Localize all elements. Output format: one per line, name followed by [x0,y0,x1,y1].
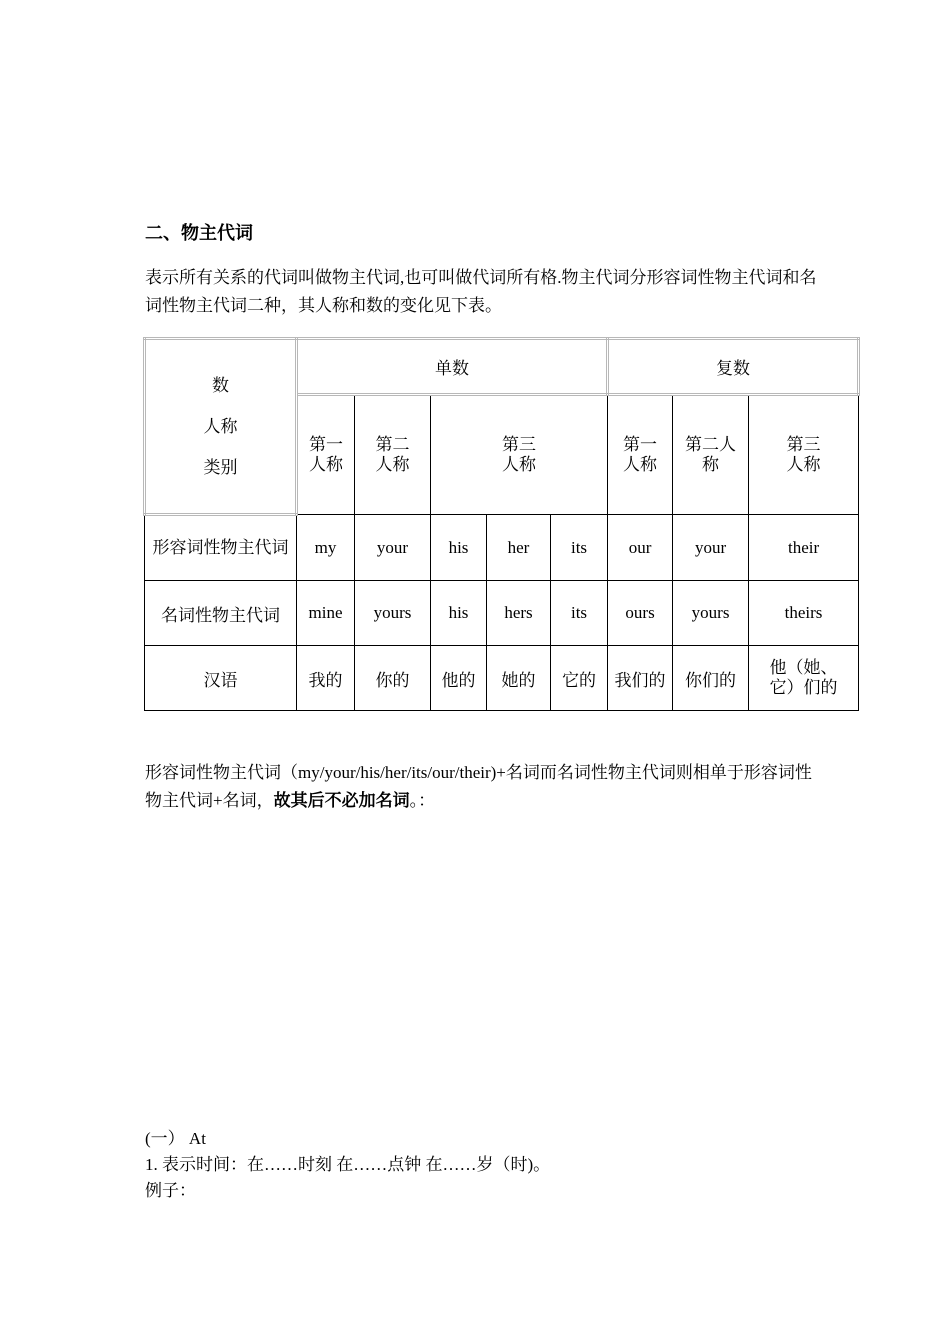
singular-third-person: 第三 人称 [431,395,608,515]
table-cell: his [431,581,487,646]
row-label: 形容词性物主代词 [145,515,297,581]
table-cell: 他的 [431,646,487,711]
corner-cell [145,339,297,515]
plural-first-person: 第一 人称 [608,395,673,515]
table-cell: its [551,581,608,646]
table-cell: ours [608,581,673,646]
note-end: 。： [409,791,436,810]
singular-first-person: 第一 人称 [297,395,355,515]
singular-header: 单数 [297,339,608,395]
table-cell: its [551,515,608,581]
table-cell: 你的 [355,646,431,711]
table-cell: 它的 [551,646,608,711]
table-cell: 我们的 [608,646,673,711]
header-row-number [145,339,859,395]
section-heading: 二、物主代词 [145,223,253,244]
table-cell: 她的 [487,646,551,711]
table-cell: their [749,515,859,581]
table-cell: mine [297,581,355,646]
note-emphasis: 故其后不必加名词 [273,791,410,810]
at-example-label: 例子： [145,1181,196,1200]
table-cell: our [608,515,673,581]
table-cell: hers [487,581,551,646]
table-cell: theirs [749,581,859,646]
table-cell: your [355,515,431,581]
at-item-1: 1. 表示时间：在……时刻 在……点钟 在……岁（时)。 [145,1155,551,1174]
table-cell: your [673,515,749,581]
row-label: 名词性物主代词 [145,581,297,646]
table-cell: my [297,515,355,581]
at-title: (一） At [145,1129,206,1148]
table-cell: yours [673,581,749,646]
table-cell: her [487,515,551,581]
intro-paragraph: 表示所有关系的代词叫做物主代词,也可叫做代词所有格.物主代词分形容词性物主代词和名词性物主代词二种，其人称和数的变化见下表。 [145,268,817,315]
table-row [145,515,859,581]
row-label: 汉语 [145,646,297,711]
corner-number: 数 [212,376,229,395]
corner-person: 人称 [203,417,238,436]
table-cell: 你们的 [673,646,749,711]
corner-category: 类别 [203,458,238,477]
note-paragraph [145,759,825,815]
table-cell: yours [355,581,431,646]
plural-third-person: 第三 人称 [749,395,859,515]
table-row [145,646,859,711]
plural-second-person: 第二人 称 [673,395,749,515]
table-row [145,581,859,646]
table-cell: 他（她、它）们的 [749,646,859,711]
table-cell: his [431,515,487,581]
at-section [145,1126,550,1204]
note-text: 形容词性物主代词（my/your/his/her/its/our/their)+名词而名词性物主代词则相单于形容词性物主代词+名词， [145,763,812,810]
possessive-pronoun-table [143,337,860,711]
table-cell: 我的 [297,646,355,711]
singular-second-person: 第二 人称 [355,395,431,515]
plural-header: 复数 [608,339,859,395]
